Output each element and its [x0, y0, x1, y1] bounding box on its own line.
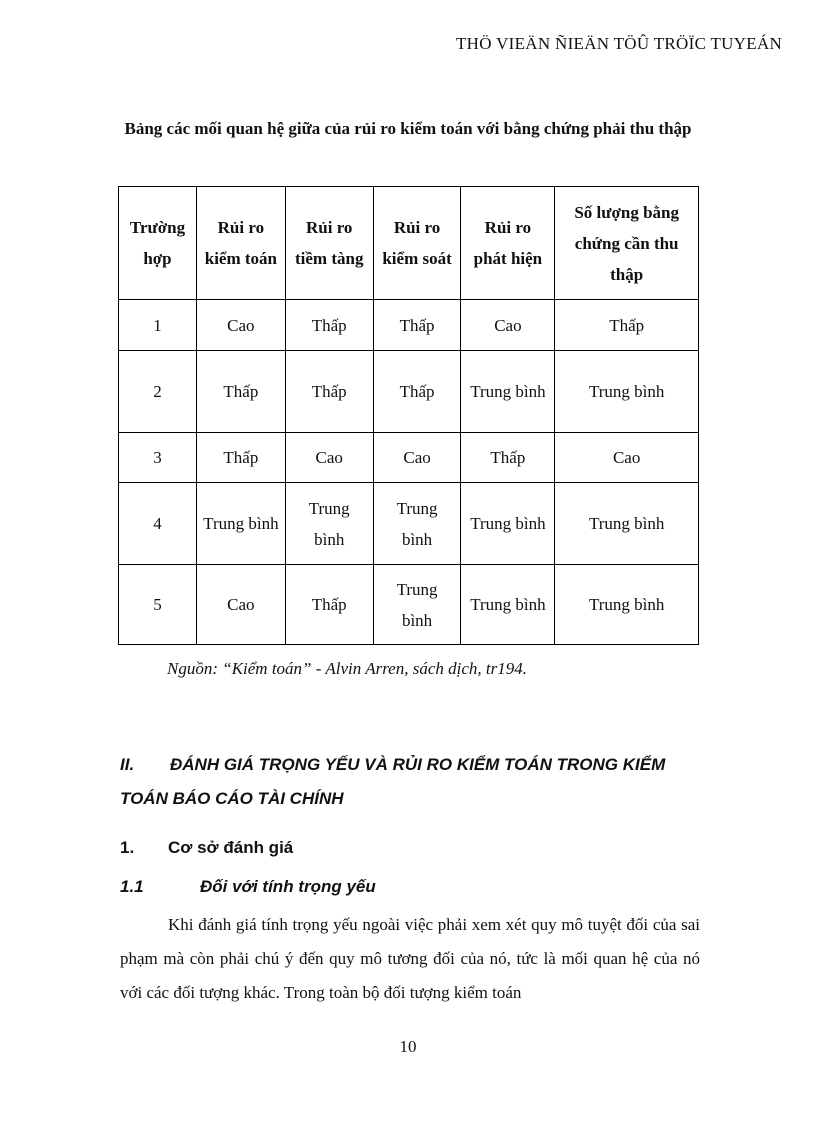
table-row [119, 300, 699, 351]
body-paragraph: Khi đánh giá tính trọng yếu ngoài việc phải xem xét quy mô tuyệt đối của sai phạm mà còn phải chú ý đến quy mô tương đối của nó, tức là mối quan hệ của nó với các đối tượng khác. Trong toàn bộ đối tượng kiểm toán [120, 915, 700, 1002]
table-row [119, 483, 699, 565]
table-cell: 3 [119, 433, 197, 483]
table-cell: Cao [196, 565, 285, 645]
table-cell: 5 [119, 565, 197, 645]
table-cell: Thấp [196, 351, 285, 433]
table-cell: Trung bình [461, 565, 555, 645]
table-cell: Thấp [285, 351, 373, 433]
table-cell: 2 [119, 351, 197, 433]
sub-subsection-title: Đối với tính trọng yếu [200, 877, 376, 896]
table-cell: 4 [119, 483, 197, 565]
table-cell: Cao [373, 433, 461, 483]
table-cell: Trung bình [461, 351, 555, 433]
table-header-row [119, 187, 699, 300]
table-cell: Thấp [555, 300, 699, 351]
table-cell: Trung bình [461, 483, 555, 565]
table-cell: Cao [285, 433, 373, 483]
table-cell: Thấp [285, 300, 373, 351]
table-cell: Thấp [373, 351, 461, 433]
header-evidence-quantity: Số lượng bằng chứng cần thu thập [555, 187, 699, 300]
subsection-heading [120, 838, 293, 858]
running-header: THÖ VIEÄN ÑIEÄN TÖÛ TRÖÏC TUYEÁN [456, 34, 783, 53]
table-cell: Trung bình [285, 483, 373, 565]
table-cell: Thấp [196, 433, 285, 483]
table-cell: Trung bình [555, 351, 699, 433]
header-audit-risk: Rủi ro kiểm toán [196, 187, 285, 300]
table-cell: Trung bình [555, 565, 699, 645]
risk-evidence-table [118, 186, 699, 645]
table-row [119, 433, 699, 483]
table-cell: Trung bình [196, 483, 285, 565]
header-case: Trường hợp [119, 187, 197, 300]
page-number: 10 [399, 1037, 417, 1056]
table-cell: Cao [461, 300, 555, 351]
section-number: II. [120, 755, 135, 774]
table-cell: Cao [196, 300, 285, 351]
table-source-note: Nguồn: “Kiểm toán” - Alvin Arren, sách dịch, tr194. [167, 659, 527, 678]
header-control-risk: Rủi ro kiểm soát [373, 187, 461, 300]
header-inherent-risk: Rủi ro tiềm tàng [285, 187, 373, 300]
table-cell: 1 [119, 300, 197, 351]
table-title: Bảng các mối quan hệ giữa của rủi ro kiểm toán với bằng chứng phải thu thập [124, 119, 692, 138]
subsection-number: 1. [120, 838, 135, 857]
section-title: ĐÁNH GIÁ TRỌNG YẾU VÀ RỦI RO KIỂM TOÁN TRONG KIỂM TOÁN BÁO CÁO TÀI CHÍNH [120, 755, 666, 808]
table-cell: Thấp [461, 433, 555, 483]
table-cell: Thấp [373, 300, 461, 351]
table-cell: Thấp [285, 565, 373, 645]
header-detection-risk: Rủi ro phát hiện [461, 187, 555, 300]
table-row [119, 565, 699, 645]
sub-subsection-heading [120, 877, 376, 897]
table-cell: Trung bình [373, 565, 461, 645]
sub-subsection-number: 1.1 [120, 877, 144, 896]
section-heading [120, 748, 700, 816]
table-cell: Cao [555, 433, 699, 483]
subsection-title: Cơ sở đánh giá [168, 838, 294, 857]
table-cell: Trung bình [373, 483, 461, 565]
table-cell: Trung bình [555, 483, 699, 565]
table-row [119, 351, 699, 433]
